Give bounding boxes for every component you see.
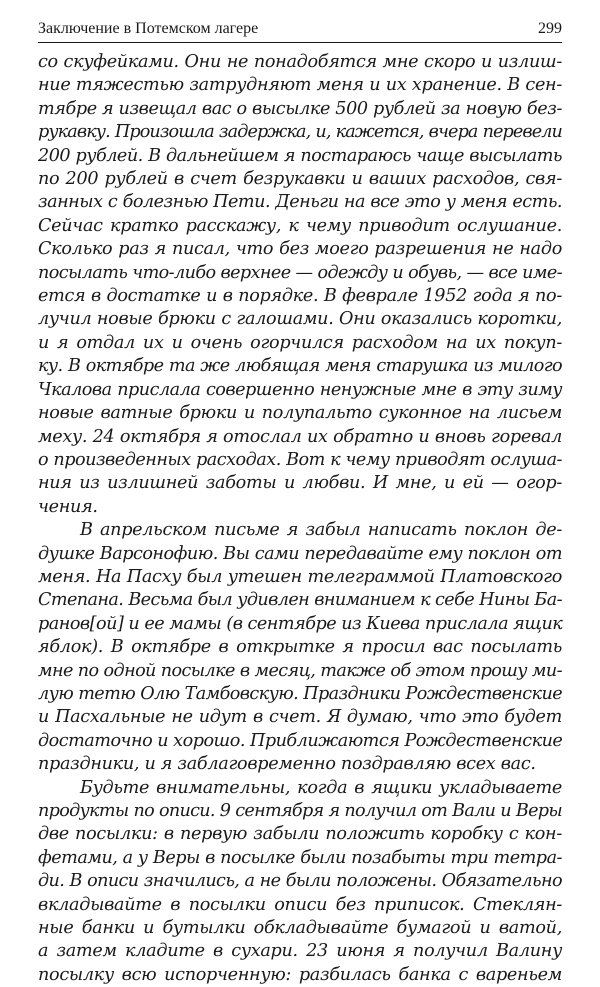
page-header	[38, 18, 562, 43]
text-line: рукавку. Произошла задержка, и, кажется, вчера перевели	[38, 122, 562, 143]
text-line: достаточно и хорошо. Приближаются Рождественские	[38, 730, 563, 751]
text-line: Сколько раз я писал, что без моего разрешения не надо	[38, 239, 562, 260]
text-line: Будьте внимательны, когда в ящики укладываете	[80, 777, 562, 798]
text-line: В апрельском письме я забыл написать поклон де-	[80, 520, 562, 541]
text-line: лую тетю Олю Тамбовскую. Праздники Рождественские	[38, 683, 562, 704]
text-line: фетами, а у Веры в посылке были позабыты три тетра-	[38, 847, 562, 868]
text-line: тябре я извещал вас о высылке 500 рублей за новую без-	[38, 98, 562, 119]
text-line: чения.	[38, 496, 98, 517]
text-line: ется в достатке и в порядке. В феврале 1952 года я по-	[38, 286, 562, 307]
text-line: о произведенных расходах. Вот к чему приводят ослуша-	[38, 449, 562, 470]
page-number: 299	[538, 20, 562, 37]
text-line: посылать что-либо верхнее — одежду и обувь, — все име-	[38, 262, 563, 283]
text-line: 200 рублей. В дальнейшем я постараюсь чаще высылать	[38, 145, 562, 166]
text-line: новые ватные брюки и полупальто суконное на лисьем	[38, 403, 562, 424]
text-line: а затем кладите в сухари. 23 июня я получил Валину	[38, 941, 562, 962]
text-line: ди. В описи значились, а не были положены. Обязательно	[38, 871, 562, 892]
text-line: Сейчас кратко расскажу, к чему приводит ослушание.	[38, 215, 562, 236]
text-line: душке Варсонофию. Вы сами передавайте ему поклон от	[38, 543, 562, 564]
text-line: ния из излишней заботы и любви. И мне, и ей — огор-	[38, 473, 562, 494]
body-text	[38, 51, 562, 987]
text-line: Степана. Весьма был удивлен вниманием к себе Нины Ба-	[38, 590, 562, 611]
text-line: меня. На Пасху был утешен телеграммой Платовского	[38, 566, 562, 587]
text-line: ранов[ой] и ее мамы (в сентябре из Киева прислала ящик	[38, 613, 563, 634]
text-line: ние тяжестью затрудняют меня и их хранение. В сен-	[38, 75, 562, 96]
paragraph	[38, 519, 562, 776]
text-line: ку. В октябре та же любящая меня старушка из милого	[38, 356, 562, 377]
text-line: ные банки и бутылки обкладывайте бумагой и ватой,	[38, 918, 562, 939]
text-line: посылку всю испорченную: разбилась банка с вареньем	[38, 964, 562, 985]
text-line: мне по одной посылке в месяц, также об этом прошу ми-	[38, 660, 562, 681]
text-line: и Пасхальные не идут в счет. Я думаю, что это будет	[38, 707, 562, 728]
running-title: Заключение в Потемском лагере	[38, 20, 259, 37]
text-line: лучил новые брюки с галошами. Они оказались коротки,	[38, 309, 562, 330]
text-line: две посылки: в первую забыли положить коробку с кон-	[38, 824, 562, 845]
text-line: Чкалова прислала совершенно ненужные мне в эту зиму	[38, 379, 562, 400]
text-line: занных с болезнью Пети. Деньги на все это у меня есть.	[38, 192, 562, 213]
text-line: вкладывайте в посылки описи без приписок. Стеклян-	[38, 894, 562, 915]
text-line: продукты по описи. 9 сентября я получил от Вали и Веры	[38, 801, 562, 821]
text-line: меху. 24 октября я отослал их обратно и вновь горевал	[38, 426, 562, 447]
paragraph	[38, 777, 562, 987]
text-line: и я отдал их и очень огорчился расходом на их покуп-	[38, 332, 562, 353]
text-line: со скуфейками. Они не понадобятся мне скоро и излиш-	[38, 52, 562, 72]
text-line: праздники, и я заблаговременно поздравляю всех вас.	[38, 754, 536, 775]
text-line: яблок). В октябре в открытке я просил вас посылать	[38, 637, 562, 658]
paragraph	[38, 51, 562, 519]
text-line: по 200 рублей в счет безрукавки и ваших расходов, свя-	[38, 169, 562, 190]
